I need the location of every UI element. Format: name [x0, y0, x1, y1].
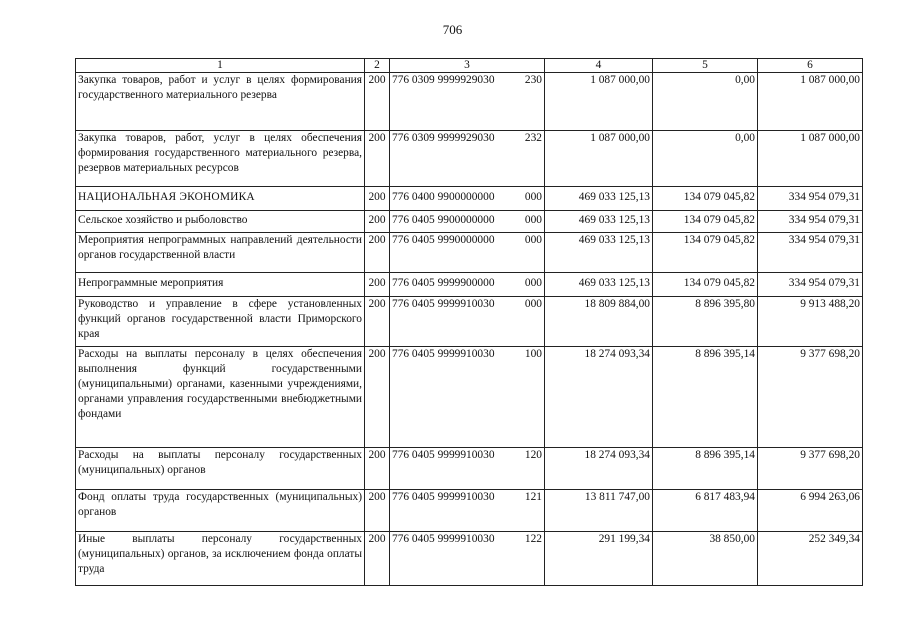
classification-code: 776 0309 9999929030	[392, 132, 495, 144]
row-code: 200	[365, 448, 390, 490]
row-col-6: 1 087 000,00	[758, 131, 863, 187]
row-classification	[390, 131, 545, 187]
row-col-4: 469 033 125,13	[545, 211, 653, 233]
row-name: Сельское хозяйство и рыболовство	[76, 211, 365, 233]
expense-type-code: 121	[524, 491, 542, 503]
row-col-4: 13 811 747,00	[545, 490, 653, 532]
row-code: 200	[365, 211, 390, 233]
row-classification	[390, 273, 545, 297]
row-name: Закупка товаров, работ, услуг в целях обеспечения формирования государственного материального резерва, резервов материальных ресурсов	[76, 131, 365, 187]
row-name: Расходы на выплаты персоналу государственных (муниципальных) органов	[76, 448, 365, 490]
row-name: Руководство и управление в сфере установленных функций органов государственной власти Приморского края	[76, 297, 365, 347]
row-name: Закупка товаров, работ и услуг в целях формирования государственного материального резерва	[76, 73, 365, 131]
expense-type-code: 232	[524, 132, 542, 144]
row-col-5: 134 079 045,82	[653, 233, 758, 273]
row-code: 200	[365, 187, 390, 211]
row-col-6: 334 954 079,31	[758, 273, 863, 297]
expense-type-code: 000	[524, 277, 542, 289]
row-col-5: 134 079 045,82	[653, 211, 758, 233]
classification-code: 776 0405 9999910030	[392, 449, 495, 461]
classification-code: 776 0309 9999929030	[392, 74, 495, 86]
table-row	[76, 297, 863, 347]
row-col-4: 18 274 093,34	[545, 347, 653, 448]
row-col-5: 38 850,00	[653, 532, 758, 586]
table-row	[76, 490, 863, 532]
table-row	[76, 73, 863, 131]
row-col-6: 334 954 079,31	[758, 187, 863, 211]
row-classification	[390, 187, 545, 211]
expense-type-code: 000	[524, 191, 542, 203]
budget-table	[75, 58, 863, 586]
row-col-4: 1 087 000,00	[545, 73, 653, 131]
row-name: Мероприятия непрограммных направлений деятельности органов государственной власти	[76, 233, 365, 273]
row-col-6: 9 377 698,20	[758, 448, 863, 490]
table-row	[76, 187, 863, 211]
row-col-6: 252 349,34	[758, 532, 863, 586]
expense-type-code: 000	[524, 298, 542, 310]
header-col-6: 6	[758, 59, 863, 73]
row-col-6: 9 377 698,20	[758, 347, 863, 448]
row-col-4: 291 199,34	[545, 532, 653, 586]
row-col-6: 334 954 079,31	[758, 233, 863, 273]
row-classification	[390, 297, 545, 347]
classification-code: 776 0405 9999900000	[392, 277, 495, 289]
row-classification	[390, 211, 545, 233]
row-col-5: 134 079 045,82	[653, 273, 758, 297]
classification-code: 776 0405 9999910030	[392, 348, 495, 360]
row-code: 200	[365, 273, 390, 297]
classification-code: 776 0405 9900000000	[392, 214, 495, 226]
expense-type-code: 120	[524, 449, 542, 461]
header-col-2: 2	[365, 59, 390, 73]
row-col-5: 6 817 483,94	[653, 490, 758, 532]
row-name: Фонд оплаты труда государственных (муниципальных) органов	[76, 490, 365, 532]
page-number: 706	[442, 22, 463, 37]
row-col-5: 0,00	[653, 131, 758, 187]
row-col-5: 134 079 045,82	[653, 187, 758, 211]
row-name: Иные выплаты персоналу государственных (муниципальных) органов, за исключением фонда оплаты труда	[76, 532, 365, 586]
row-col-6: 6 994 263,06	[758, 490, 863, 532]
header-col-4: 4	[545, 59, 653, 73]
row-code: 200	[365, 233, 390, 273]
classification-code: 776 0405 9990000000	[392, 234, 495, 246]
expense-type-code: 122	[524, 533, 542, 545]
classification-code: 776 0400 9900000000	[392, 191, 495, 203]
row-code: 200	[365, 532, 390, 586]
row-code: 200	[365, 297, 390, 347]
row-col-4: 469 033 125,13	[545, 273, 653, 297]
classification-code: 776 0405 9999910030	[392, 533, 495, 545]
row-classification	[390, 73, 545, 131]
header-col-5: 5	[653, 59, 758, 73]
table-row	[76, 131, 863, 187]
table-row	[76, 532, 863, 586]
header-col-3: 3	[390, 59, 545, 73]
row-classification	[390, 532, 545, 586]
row-col-4: 469 033 125,13	[545, 187, 653, 211]
row-classification	[390, 490, 545, 532]
header-col-1: 1	[76, 59, 365, 73]
classification-code: 776 0405 9999910030	[392, 491, 495, 503]
row-classification	[390, 347, 545, 448]
row-code: 200	[365, 73, 390, 131]
row-name: Непрограммные мероприятия	[76, 273, 365, 297]
row-classification	[390, 448, 545, 490]
expense-type-code: 000	[524, 234, 542, 246]
row-code: 200	[365, 131, 390, 187]
row-code: 200	[365, 347, 390, 448]
expense-type-code: 230	[524, 74, 542, 86]
row-col-4: 1 087 000,00	[545, 131, 653, 187]
table-row	[76, 448, 863, 490]
expense-type-code: 000	[524, 214, 542, 226]
row-col-6: 9 913 488,20	[758, 297, 863, 347]
row-col-5: 8 896 395,14	[653, 347, 758, 448]
row-code: 200	[365, 490, 390, 532]
table-row	[76, 211, 863, 233]
expense-type-code: 100	[524, 348, 542, 360]
row-col-4: 18 274 093,34	[545, 448, 653, 490]
row-col-5: 0,00	[653, 73, 758, 131]
table-row	[76, 347, 863, 448]
row-col-4: 469 033 125,13	[545, 233, 653, 273]
row-col-5: 8 896 395,14	[653, 448, 758, 490]
row-col-6: 334 954 079,31	[758, 211, 863, 233]
table-row	[76, 233, 863, 273]
table-row	[76, 273, 863, 297]
classification-code: 776 0405 9999910030	[392, 298, 495, 310]
row-col-6: 1 087 000,00	[758, 73, 863, 131]
row-name: Расходы на выплаты персоналу в целях обеспечения выполнения функций государственными (муниципальными) органами, казенными учреждениями, органами управления государственными внебюджетными фондами	[76, 347, 365, 448]
header-row	[76, 59, 863, 73]
row-name: НАЦИОНАЛЬНАЯ ЭКОНОМИКА	[76, 187, 365, 211]
row-classification	[390, 233, 545, 273]
row-col-4: 18 809 884,00	[545, 297, 653, 347]
row-col-5: 8 896 395,80	[653, 297, 758, 347]
